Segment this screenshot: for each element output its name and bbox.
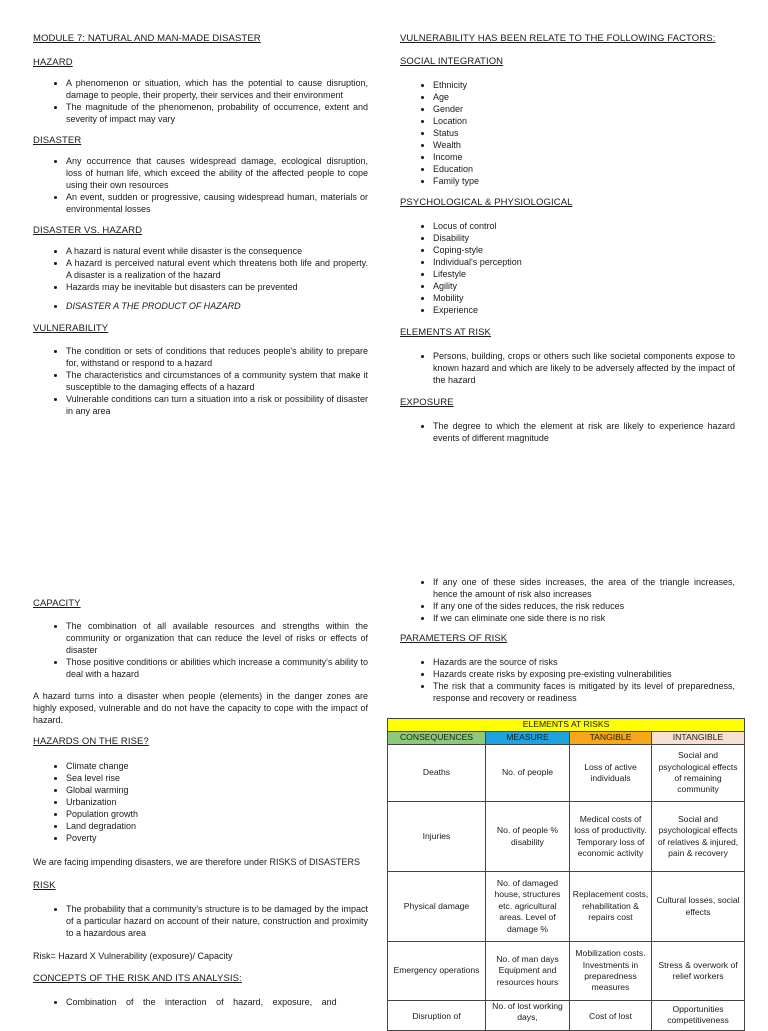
capacity-heading: CAPACITY: [33, 598, 81, 609]
left-bottom-column: [33, 598, 368, 1008]
list-item: • Hazards create risks by exposing pre-existing vulnerabilities: [433, 668, 735, 680]
list-item: • Individual's perception: [433, 256, 735, 268]
table-header-row: [388, 732, 745, 745]
list-item: • A hazard is natural event while disaster is the consequence: [66, 245, 368, 257]
table-cell: Social and psychological effects of remaining community: [652, 745, 745, 802]
table-cell: Injuries: [388, 802, 486, 872]
vulnerability-list: [33, 345, 368, 417]
list-item: • The combination of all available resources and strengths within the community or organization that can reduce the level of risks or effects of disaster: [66, 620, 368, 656]
psychological-list: [400, 220, 735, 316]
capacity-paragraph: A hazard turns into a disaster when people (elements) in the danger zones are highly exposed, vulnerable and do not have the capacity to cope with the impact of hazard.: [33, 691, 368, 725]
list-item: • If any one of these sides increases, the area of the triangle increases, hence the amount of risk also increases: [433, 576, 735, 600]
table-cell: Cultural losses, social effects: [652, 872, 745, 942]
list-item: • Global warming: [66, 784, 368, 796]
list-item: • Sea level rise: [66, 772, 368, 784]
list-item: • Land degradation: [66, 820, 368, 832]
table-cell: Mobilization costs. Investments in preparedness measures: [570, 942, 652, 1001]
elements-at-risk-table: [387, 718, 745, 1031]
risks-paragraph: We are facing impending disasters, we are therefore under RISKS of DISASTERS: [33, 857, 360, 867]
exposure-heading: EXPOSURE: [400, 397, 454, 408]
list-item: • Persons, building, crops or others such like societal components expose to known hazard and which are likely to be adversely affected by the impact of the hazard: [433, 350, 735, 386]
list-item: • Hazards are the source of risks: [433, 656, 735, 668]
list-item: • Location: [433, 115, 735, 127]
list-item: • The degree to which the element at risk are likely to experience hazard events of different magnitude: [433, 420, 735, 444]
header-measure: MEASURE: [486, 732, 570, 745]
right-top-column: [400, 33, 735, 444]
list-item: • Age: [433, 91, 735, 103]
psychological-heading: PSYCHOLOGICAL & PHYSIOLOGICAL: [400, 197, 573, 208]
header-tangible: TANGIBLE: [570, 732, 652, 745]
list-item: • Gender: [433, 103, 735, 115]
table-row: [388, 745, 745, 802]
list-item: • Vulnerable conditions can turn a situation into a risk or possibility of disaster in any area: [66, 393, 368, 417]
list-item: • Lifestyle: [433, 268, 735, 280]
list-item: • If we can eliminate one side there is no risk: [433, 612, 735, 624]
table-cell: Opportunities competitiveness: [652, 1001, 745, 1031]
parameters-heading: PARAMETERS OF RISK: [400, 633, 508, 644]
capacity-list: [33, 620, 368, 680]
product-of-hazard-note: • DISASTER A THE PRODUCT OF HAZARD: [66, 300, 368, 312]
list-item: • Combination of the interaction of hazard, exposure, and: [66, 996, 368, 1008]
table-cell: No. of people % disability: [486, 802, 570, 872]
parameters-list: [400, 656, 735, 704]
list-item: • The risk that a community faces is mitigated by its level of preparedness, response and recovery or readiness: [433, 680, 735, 704]
left-top-column: [33, 33, 368, 417]
table-row: [388, 872, 745, 942]
table-cell: Loss of active individuals: [570, 745, 652, 802]
risk-heading: RISK: [33, 880, 56, 891]
list-item: • Family type: [433, 175, 735, 187]
list-item: • A hazard is perceived natural event which threatens both life and property. A disaster is a realization of the hazard: [66, 257, 368, 281]
list-item: • The magnitude of the phenomenon, probability of occurrence, extent and severity of impact may vary: [66, 101, 368, 125]
list-item: • Agility: [433, 280, 735, 292]
table-cell: No. of man days Equipment and resources hours: [486, 942, 570, 1001]
header-consequences: CONSEQUENCES: [388, 732, 486, 745]
table-cell: Medical costs of loss of productivity. Temporary loss of economic activity: [570, 802, 652, 872]
list-item: • If any one of the sides reduces, the risk reduces: [433, 600, 735, 612]
table-row: [388, 942, 745, 1001]
list-item: • Those positive conditions or abilities which increase a community's ability to deal with a hazard: [66, 656, 368, 680]
right-bottom-column: [400, 576, 735, 704]
vulnerability-heading: VULNERABILITY: [33, 323, 109, 334]
list-item: • Status: [433, 127, 735, 139]
hazard-list: [33, 77, 368, 125]
table-cell: Stress & overwork of relief workers: [652, 942, 745, 1001]
concepts-heading: CONCEPTS OF THE RISK AND ITS ANALYSIS:: [33, 973, 242, 984]
hazard-heading: HAZARD: [33, 57, 73, 68]
disaster-vs-hazard-heading: DISASTER VS. HAZARD: [33, 225, 143, 236]
social-integration-heading: SOCIAL INTEGRATION: [400, 56, 504, 67]
list-item: • A phenomenon or situation, which has the potential to cause disruption, damage to people, their property, their services and their environment: [66, 77, 368, 101]
table-cell: Deaths: [388, 745, 486, 802]
table-cell: Cost of lost: [570, 1001, 652, 1031]
concepts-list: [33, 996, 368, 1008]
triangle-list: [400, 576, 735, 624]
list-item: • Mobility: [433, 292, 735, 304]
table-title-row: [388, 719, 745, 732]
list-item: • The probability that a community's structure is to be damaged by the impact of a particular hazard on account of their nature, construction and proximity to a hazardous area: [66, 903, 368, 939]
emphasis-list: [33, 300, 368, 312]
list-item: • The characteristics and circumstances of a community system that make it susceptible to the damaging effects of a hazard: [66, 369, 368, 393]
table-row: [388, 1001, 745, 1031]
table-cell: Replacement costs, rehabilitation & repairs cost: [570, 872, 652, 942]
table-cell: Disruption of: [388, 1001, 486, 1031]
list-item: • Disability: [433, 232, 735, 244]
list-item: • Education: [433, 163, 735, 175]
hazards-rise-heading: HAZARDS ON THE RISE?: [33, 736, 149, 747]
list-item: • Experience: [433, 304, 735, 316]
risk-list: [33, 903, 368, 939]
table-cell: Physical damage: [388, 872, 486, 942]
table-cell: Social and psychological effects of relatives & injured, pain & recovery: [652, 802, 745, 872]
disaster-heading: DISASTER: [33, 135, 82, 146]
table-cell: No. of damaged house, structures etc. agricultural areas. Level of damage %: [486, 872, 570, 942]
hazards-rise-list: [33, 760, 368, 844]
disaster-vs-hazard-list: [33, 245, 368, 293]
table-cell: No. of lost working days,: [486, 1001, 570, 1031]
risk-formula: Risk= Hazard X Vulnerability (exposure)/ Capacity: [33, 951, 233, 961]
list-item: • An event, sudden or progressive, causing widespread human, materials or environmental losses: [66, 191, 368, 215]
list-item: • Ethnicity: [433, 79, 735, 91]
exposure-list: [400, 420, 735, 444]
header-intangible: INTANGIBLE: [652, 732, 745, 745]
list-item: • The condition or sets of conditions that reduces people's ability to prepare for, withstand or respond to a hazard: [66, 345, 368, 369]
elements-at-risk-heading: ELEMENTS AT RISK: [400, 327, 491, 338]
list-item: • Income: [433, 151, 735, 163]
factors-heading: VULNERABILITY HAS BEEN RELATE TO THE FOLLOWING FACTORS:: [400, 33, 716, 44]
list-item: • Coping-style: [433, 244, 735, 256]
list-item: • Locus of control: [433, 220, 735, 232]
table-cell: No. of people: [486, 745, 570, 802]
table-row: [388, 802, 745, 872]
module-title: MODULE 7: NATURAL AND MAN-MADE DISASTER: [33, 33, 261, 44]
list-item: • Hazards may be inevitable but disasters can be prevented: [66, 281, 368, 293]
disaster-list: [33, 155, 368, 215]
list-item: • Wealth: [433, 139, 735, 151]
table-cell: Emergency operations: [388, 942, 486, 1001]
list-item: • Poverty: [66, 832, 368, 844]
table-title: ELEMENTS AT RISKS: [388, 719, 745, 732]
list-item: • Climate change: [66, 760, 368, 772]
list-item: • Any occurrence that causes widespread damage, ecological disruption, loss of human life, which exceed the ability of the affected people to cope using their own resources: [66, 155, 368, 191]
elements-at-risk-list: [400, 350, 735, 386]
social-integration-list: [400, 79, 735, 187]
list-item: • Population growth: [66, 808, 368, 820]
list-item: • Urbanization: [66, 796, 368, 808]
